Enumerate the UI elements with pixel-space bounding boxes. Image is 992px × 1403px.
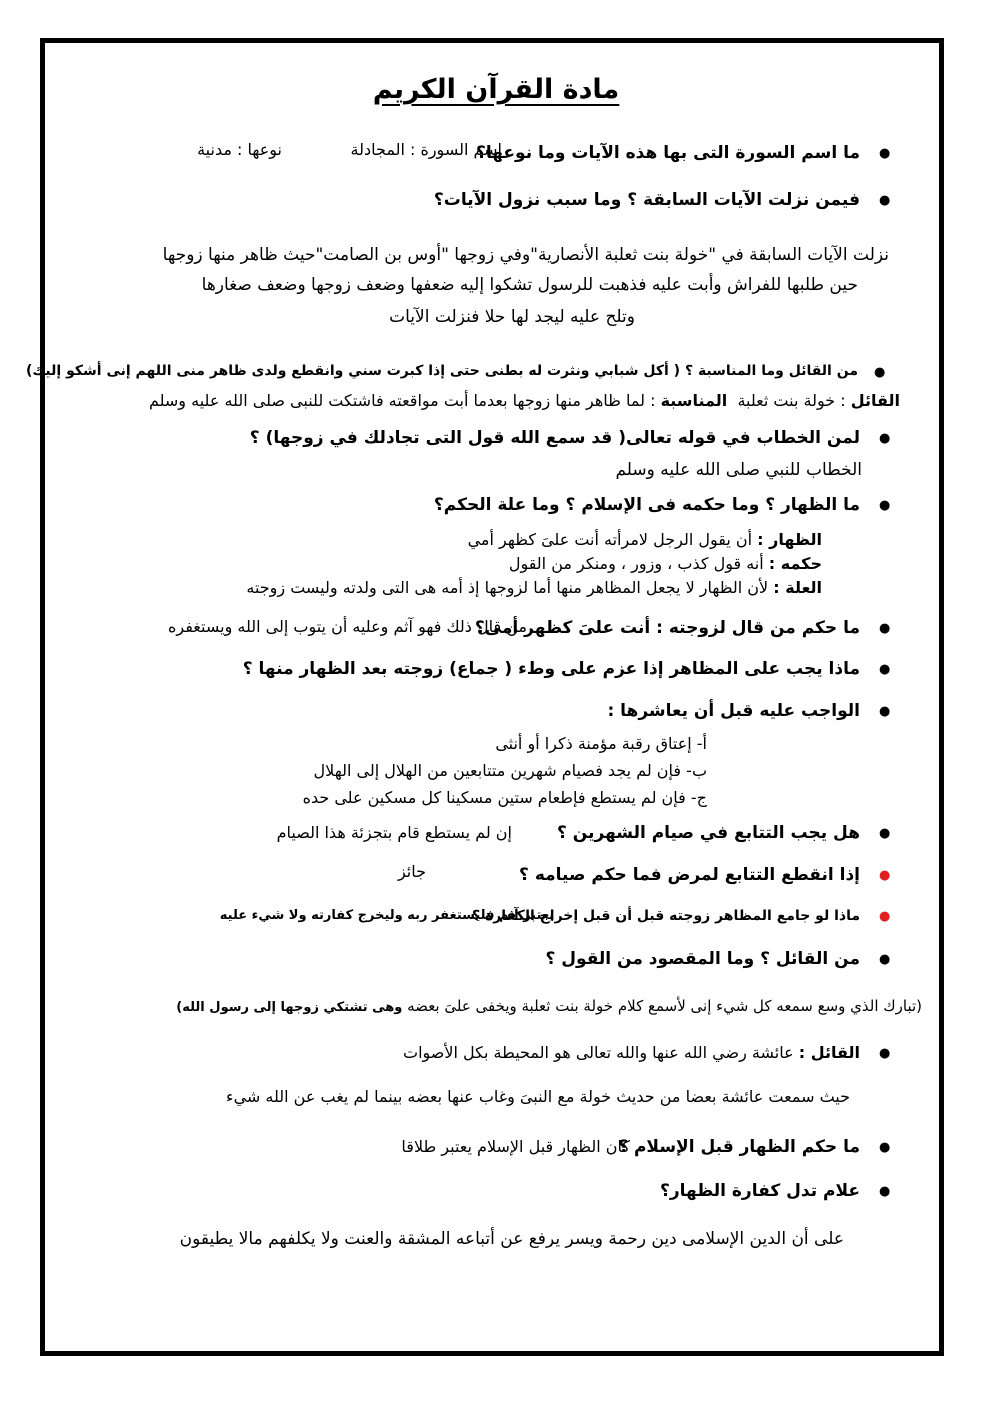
revelation-text-line: وتلح عليه ليجد لها حلا فنزلت الآيات	[389, 307, 635, 327]
question-zihar-ruling: ما حكم من قال لزوجته : أنت علىَ كظهر أمى؟	[474, 618, 860, 638]
page-title: مادة القرآن الكريم	[372, 74, 620, 105]
answer-addressee: الخطاب للنبي صلى الله عليه وسلم	[615, 460, 862, 480]
question-speaker-occasion: من القائل وما المناسبة ؟ ( أكل شبابي ونثرت له بطنى حتى إذا كبرت سني وانقطع ولدى ظاهر منى اللهم إنى أشكو إليك)	[26, 363, 858, 379]
bullet-icon: ●	[879, 621, 891, 636]
answer-before-expiation: يعتبر آثم فليستغفر ربه وليخرج كفارته ولا شيء عليه	[219, 908, 554, 923]
bullet-icon: ●	[879, 193, 891, 208]
bullet-icon: ●	[874, 365, 886, 380]
bullet-icon: ●	[879, 1140, 891, 1155]
bullet-icon: ●	[879, 952, 891, 967]
bullet-icon: ●	[879, 704, 891, 719]
bullet-icon: ●	[879, 146, 891, 161]
bullet-icon: ●	[879, 826, 891, 841]
zihar-ruling: حكمه : أنه قول كذب ، وزور ، ومنكر من القول	[508, 554, 822, 573]
revelation-text-line: حين طلبها للفراش وأبت عليه فذهبت للرسول تشكوا إليه ضعفها وضعف زوجها وضعف صغارها	[201, 275, 858, 295]
bullet-icon: ●	[879, 662, 891, 677]
question-surah-name: ما اسم السورة التى بها هذه الآيات وما نوعها؟	[475, 143, 860, 163]
answer-surah-name: اسم السورة : المجادلة	[350, 140, 502, 159]
question-addressee: لمن الخطاب في قوله تعالى( قد سمع الله قول التى تجادلك في زوجها) ؟	[249, 428, 860, 448]
bullet-icon: ●	[879, 1184, 891, 1199]
question-expiation-meaning: علام تدل كفارة الظهار؟	[659, 1181, 860, 1201]
bullet-icon: ●	[879, 1046, 891, 1061]
answer-explanation: حيث سمعت عائشة بعضا من حديث خولة مع النبىَ وغاب عنها بعضه بينما لم يغب عن الله شيء	[226, 1087, 850, 1106]
answer-surah-type: نوعها : مدنية	[197, 140, 282, 159]
list-item: ج- فإن لم يستطع فإطعام ستين مسكينا كل مسكين على حده	[302, 788, 707, 807]
list-item: أ- إعتاق رقبة مؤمنة ذكرا أو أنثى	[495, 734, 707, 753]
bullet-red-icon: ●	[879, 868, 891, 883]
list-item: ب- فإن لم يجد فصيام شهرين متتابعين من الهلال إلى الهلال	[313, 761, 707, 780]
quote-text: (تبارك الذي وسع سمعه كل شيء إنى لأسمع كلام خولة بنت ثعلبة ويخفى علىَ بعضه وهى تشتكي زوجها إلى رسول الله)	[176, 997, 922, 1015]
question-interrupted-fasting: إذا انقطع التتابع لمرض فما حكم صيامه ؟	[519, 865, 860, 885]
answer-interrupted-fasting: جائز	[397, 862, 426, 881]
answer-zihar-ruling: من قال ذلك فهو آثم وعليه أن يتوب إلى الله ويستغفره	[167, 617, 527, 636]
question-fasting-sequence: هل يجب التتابع في صيام الشهرين ؟	[557, 823, 860, 843]
zihar-definition: الظهار : أن يقول الرجل لامرأته أنت علىَ كظهر أمي	[467, 530, 822, 549]
question-revelation-cause: فيمن نزلت الآيات السابقة ؟ وما سبب نزول الآيات؟	[433, 190, 860, 210]
answer-speaker-aisha: القائل : عائشة رضي الله عنها والله تعالى هو المحيطة بكل الأصوات	[403, 1043, 860, 1062]
answer-pre-islam-ruling: كان الظهار قبل الإسلام يعتبر طلاقا	[401, 1137, 630, 1156]
answer-speaker-occasion: القائل : خولة بنت ثعلبة المناسبة : لما ظاهر منها زوجها بعدما أبت مواقعته فاشتكت للنبى صلى الله عليه وسلم	[148, 391, 900, 410]
question-zihar-definition: ما الظهار ؟ وما حكمه فى الإسلام ؟ وما علة الحكم؟	[433, 495, 860, 515]
bullet-icon: ●	[879, 498, 891, 513]
question-who-said: من القائل ؟ وما المقصود من القول ؟	[545, 949, 860, 969]
question-obligation-list: الواجب عليه قبل أن يعاشرها :	[607, 701, 860, 721]
page-border	[40, 38, 944, 1356]
revelation-text-line: نزلت الآيات السابقة في "خولة بنت ثعلبة الأنصارية"وفي زوجها "أوس بن الصامت"حيث ظاهر منها زوجها	[162, 245, 889, 265]
question-before-expiation: ماذا لو جامع المظاهر زوجته قبل أن قبل إخراج الكفارة ؟	[471, 908, 860, 924]
answer-fasting-sequence: إن لم يستطع قام بتجزئة هذا الصيام	[276, 823, 512, 842]
zihar-cause: العلة : لأن الظهار لا يجعل المظاهر منها أما لزوجها إذ أمه هى التى ولدته وليست زوجته	[246, 578, 822, 597]
answer-expiation-meaning: على أن الدين الإسلامى دين رحمة ويسر يرفع عن أتباعه المشقة والعنت ولا يكلفهم مالا يطيقون	[179, 1229, 844, 1249]
question-pre-islam-ruling: ما حكم الظهار قبل الإسلام ؟	[618, 1137, 860, 1157]
question-obligation: ماذا يجب على المظاهر إذا عزم على وطء ( جماع) زوجته بعد الظهار منها ؟	[242, 659, 860, 679]
bullet-red-icon: ●	[879, 909, 891, 924]
bullet-icon: ●	[879, 431, 891, 446]
